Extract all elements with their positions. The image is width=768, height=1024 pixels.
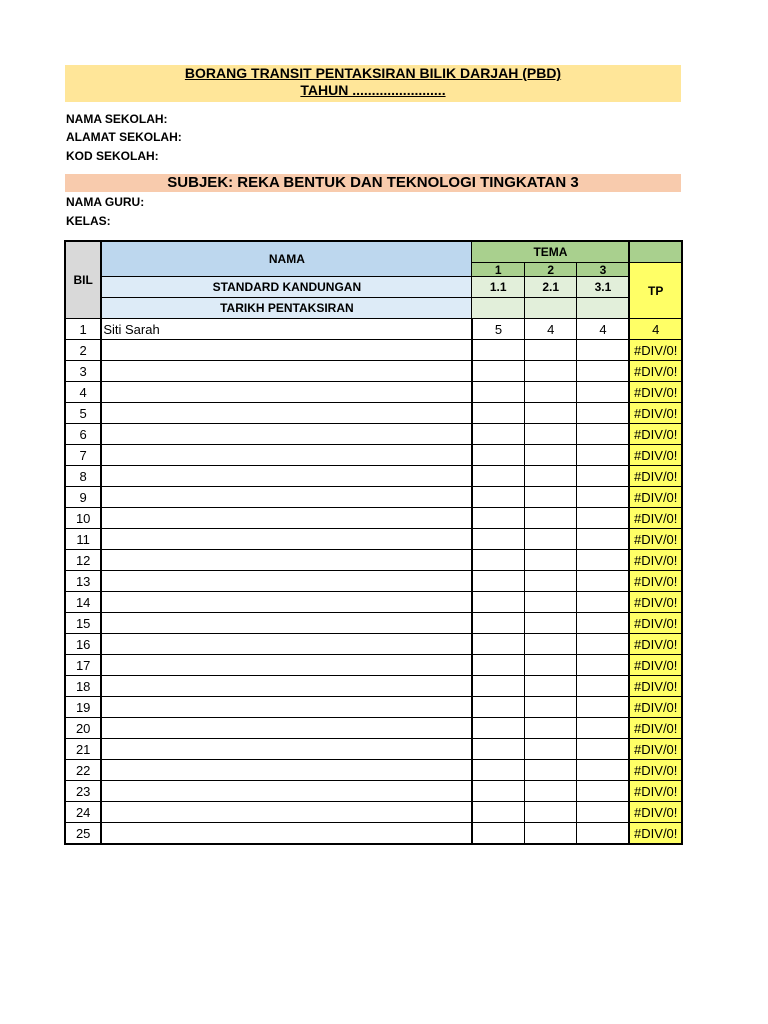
table-row (65, 739, 682, 760)
row-number: 18 (65, 676, 101, 697)
tp-cell: #DIV/0! (629, 487, 682, 508)
score-cell[interactable]: 4 (577, 319, 630, 340)
score-cell[interactable] (577, 424, 630, 445)
score-cell[interactable] (524, 571, 577, 592)
tp-cell: #DIV/0! (629, 445, 682, 466)
tp-cell: #DIV/0! (629, 550, 682, 571)
student-name-cell[interactable] (101, 781, 472, 802)
table-row (65, 613, 682, 634)
row-number: 23 (65, 781, 101, 802)
table-row (65, 319, 682, 340)
score-cell[interactable] (524, 760, 577, 781)
school-name-label: NAMA SEKOLAH: (66, 112, 168, 126)
tema-number: 3 (577, 263, 630, 277)
score-cell[interactable]: 5 (472, 319, 525, 340)
table-row (65, 382, 682, 403)
tp-cell: #DIV/0! (629, 592, 682, 613)
school-code-label: KOD SEKOLAH: (66, 149, 159, 163)
student-name-cell[interactable] (101, 760, 472, 781)
table-row (65, 508, 682, 529)
score-cell[interactable] (472, 361, 525, 382)
table-row (65, 655, 682, 676)
score-cell[interactable] (577, 361, 630, 382)
row-number: 17 (65, 655, 101, 676)
score-cell[interactable]: 4 (524, 319, 577, 340)
score-cell[interactable] (472, 718, 525, 739)
table-row (65, 340, 682, 361)
score-cell[interactable] (472, 634, 525, 655)
tp-cell: #DIV/0! (629, 823, 682, 845)
tp-cell: #DIV/0! (629, 382, 682, 403)
score-cell[interactable] (472, 613, 525, 634)
student-name-cell[interactable] (101, 718, 472, 739)
score-cell[interactable] (524, 634, 577, 655)
score-cell[interactable] (524, 382, 577, 403)
score-cell[interactable] (524, 487, 577, 508)
score-cell[interactable] (577, 802, 630, 823)
score-cell[interactable] (577, 760, 630, 781)
tp-cell: #DIV/0! (629, 529, 682, 550)
form-title: BORANG TRANSIT PENTAKSIRAN BILIK DARJAH (PBD) (184, 65, 562, 81)
score-cell[interactable] (472, 424, 525, 445)
table-row (65, 592, 682, 613)
tp-cell: #DIV/0! (629, 655, 682, 676)
tp-cell: #DIV/0! (629, 781, 682, 802)
student-name-cell[interactable] (101, 571, 472, 592)
tp-cell: #DIV/0! (629, 424, 682, 445)
score-cell[interactable] (577, 445, 630, 466)
form-title-band (65, 65, 681, 102)
student-name-cell[interactable] (101, 403, 472, 424)
table-row (65, 403, 682, 424)
student-name-cell[interactable] (101, 382, 472, 403)
score-cell[interactable] (524, 802, 577, 823)
class-label: KELAS: (66, 214, 111, 228)
row-number: 15 (65, 613, 101, 634)
row-number: 6 (65, 424, 101, 445)
tp-cell: #DIV/0! (629, 676, 682, 697)
tarikh-pentaksiran-header: TARIKH PENTAKSIRAN (101, 298, 472, 319)
student-name-cell[interactable] (101, 634, 472, 655)
score-cell[interactable] (577, 781, 630, 802)
row-number: 5 (65, 403, 101, 424)
score-cell[interactable] (472, 592, 525, 613)
tema-number: 1 (472, 263, 525, 277)
score-cell[interactable] (472, 781, 525, 802)
table-row (65, 529, 682, 550)
student-name-cell[interactable] (101, 697, 472, 718)
row-number: 19 (65, 697, 101, 718)
score-cell[interactable] (577, 529, 630, 550)
score-cell[interactable] (577, 718, 630, 739)
standard-value: 1.1 (472, 277, 525, 298)
student-name-cell[interactable] (101, 823, 472, 845)
score-cell[interactable] (577, 739, 630, 760)
row-number: 10 (65, 508, 101, 529)
row-number: 13 (65, 571, 101, 592)
score-cell[interactable] (472, 760, 525, 781)
score-cell[interactable] (524, 550, 577, 571)
score-cell[interactable] (472, 655, 525, 676)
table-row (65, 802, 682, 823)
row-number: 1 (65, 319, 101, 340)
tp-cell: #DIV/0! (629, 802, 682, 823)
score-cell[interactable] (577, 592, 630, 613)
score-cell[interactable] (524, 592, 577, 613)
assessment-table (64, 240, 683, 845)
row-number: 24 (65, 802, 101, 823)
student-name-cell[interactable] (101, 802, 472, 823)
tp-header: TP (629, 263, 682, 319)
score-cell[interactable] (577, 634, 630, 655)
score-cell[interactable] (524, 781, 577, 802)
tp-cell: #DIV/0! (629, 760, 682, 781)
row-number: 21 (65, 739, 101, 760)
score-cell[interactable] (524, 424, 577, 445)
subject-title: SUBJEK: REKA BENTUK DAN TEKNOLOGI TINGKATAN 3 (65, 174, 681, 192)
score-cell[interactable] (472, 403, 525, 424)
table-row (65, 466, 682, 487)
score-cell[interactable] (577, 403, 630, 424)
student-name-cell[interactable] (101, 508, 472, 529)
tp-cell: #DIV/0! (629, 739, 682, 760)
score-cell[interactable] (472, 823, 525, 845)
student-name-cell[interactable] (101, 655, 472, 676)
score-cell[interactable] (524, 655, 577, 676)
student-name-cell[interactable] (101, 613, 472, 634)
tema-number: 2 (524, 263, 577, 277)
row-number: 22 (65, 760, 101, 781)
row-number: 9 (65, 487, 101, 508)
tarikh-cell[interactable] (472, 298, 525, 319)
table-row (65, 361, 682, 382)
nama-header: NAMA (101, 241, 472, 277)
school-address-label: ALAMAT SEKOLAH: (66, 130, 182, 144)
tp-cell: #DIV/0! (629, 466, 682, 487)
student-name-cell[interactable] (101, 466, 472, 487)
score-cell[interactable] (524, 361, 577, 382)
tarikh-cell[interactable] (577, 298, 630, 319)
student-name-cell[interactable]: Siti Sarah (101, 319, 472, 340)
score-cell[interactable] (524, 718, 577, 739)
score-cell[interactable] (524, 676, 577, 697)
score-cell[interactable] (577, 508, 630, 529)
row-number: 16 (65, 634, 101, 655)
student-name-cell[interactable] (101, 550, 472, 571)
table-row (65, 781, 682, 802)
table-row (65, 676, 682, 697)
score-cell[interactable] (472, 676, 525, 697)
score-cell[interactable] (577, 571, 630, 592)
score-cell[interactable] (577, 487, 630, 508)
tp-cell: #DIV/0! (629, 403, 682, 424)
score-cell[interactable] (524, 340, 577, 361)
score-cell[interactable] (577, 676, 630, 697)
score-cell[interactable] (577, 697, 630, 718)
table-row (65, 697, 682, 718)
table-row (65, 634, 682, 655)
tarikh-cell[interactable] (524, 298, 577, 319)
row-number: 25 (65, 823, 101, 845)
score-cell[interactable] (524, 529, 577, 550)
row-number: 11 (65, 529, 101, 550)
tp-cell: #DIV/0! (629, 697, 682, 718)
student-name-cell[interactable] (101, 676, 472, 697)
tp-cell: #DIV/0! (629, 340, 682, 361)
score-cell[interactable] (577, 550, 630, 571)
score-cell[interactable] (472, 802, 525, 823)
tp-cell: 4 (629, 319, 682, 340)
score-cell[interactable] (524, 403, 577, 424)
table-row (65, 760, 682, 781)
teacher-name-label: NAMA GURU: (66, 195, 145, 209)
row-number: 14 (65, 592, 101, 613)
score-cell[interactable] (472, 529, 525, 550)
score-cell[interactable] (472, 739, 525, 760)
score-cell[interactable] (472, 382, 525, 403)
score-cell[interactable] (472, 697, 525, 718)
tema-corner (629, 241, 682, 263)
table-row (65, 571, 682, 592)
student-name-cell[interactable] (101, 529, 472, 550)
score-cell[interactable] (524, 445, 577, 466)
student-name-cell[interactable] (101, 487, 472, 508)
student-name-cell[interactable] (101, 424, 472, 445)
row-number: 8 (65, 466, 101, 487)
score-cell[interactable] (577, 340, 630, 361)
table-row (65, 487, 682, 508)
score-cell[interactable] (524, 823, 577, 845)
table-row (65, 823, 682, 845)
score-cell[interactable] (472, 445, 525, 466)
score-cell[interactable] (524, 508, 577, 529)
score-cell[interactable] (577, 823, 630, 845)
tema-header: TEMA (472, 241, 630, 263)
table-row (65, 424, 682, 445)
table-row (65, 718, 682, 739)
student-name-cell[interactable] (101, 340, 472, 361)
standard-value: 3.1 (577, 277, 630, 298)
score-cell[interactable] (524, 613, 577, 634)
bil-header: BIL (65, 241, 101, 319)
row-number: 20 (65, 718, 101, 739)
tp-cell: #DIV/0! (629, 361, 682, 382)
table-row (65, 445, 682, 466)
score-cell[interactable] (577, 382, 630, 403)
standard-value: 2.1 (524, 277, 577, 298)
tp-cell: #DIV/0! (629, 508, 682, 529)
tp-cell: #DIV/0! (629, 571, 682, 592)
student-name-cell[interactable] (101, 361, 472, 382)
tp-cell: #DIV/0! (629, 634, 682, 655)
score-cell[interactable] (577, 613, 630, 634)
form-year: TAHUN ........................ (300, 82, 446, 98)
row-number: 7 (65, 445, 101, 466)
row-number: 4 (65, 382, 101, 403)
tp-cell: #DIV/0! (629, 613, 682, 634)
row-number: 3 (65, 361, 101, 382)
standard-kandungan-header: STANDARD KANDUNGAN (101, 277, 472, 298)
score-cell[interactable] (472, 340, 525, 361)
row-number: 12 (65, 550, 101, 571)
student-name-cell[interactable] (101, 592, 472, 613)
row-number: 2 (65, 340, 101, 361)
score-cell[interactable] (472, 550, 525, 571)
score-cell[interactable] (472, 508, 525, 529)
table-row (65, 550, 682, 571)
score-cell[interactable] (524, 697, 577, 718)
score-cell[interactable] (472, 487, 525, 508)
score-cell[interactable] (524, 739, 577, 760)
score-cell[interactable] (577, 466, 630, 487)
tp-cell: #DIV/0! (629, 718, 682, 739)
student-name-cell[interactable] (101, 739, 472, 760)
score-cell[interactable] (577, 655, 630, 676)
score-cell[interactable] (472, 466, 525, 487)
score-cell[interactable] (524, 466, 577, 487)
student-name-cell[interactable] (101, 445, 472, 466)
score-cell[interactable] (472, 571, 525, 592)
